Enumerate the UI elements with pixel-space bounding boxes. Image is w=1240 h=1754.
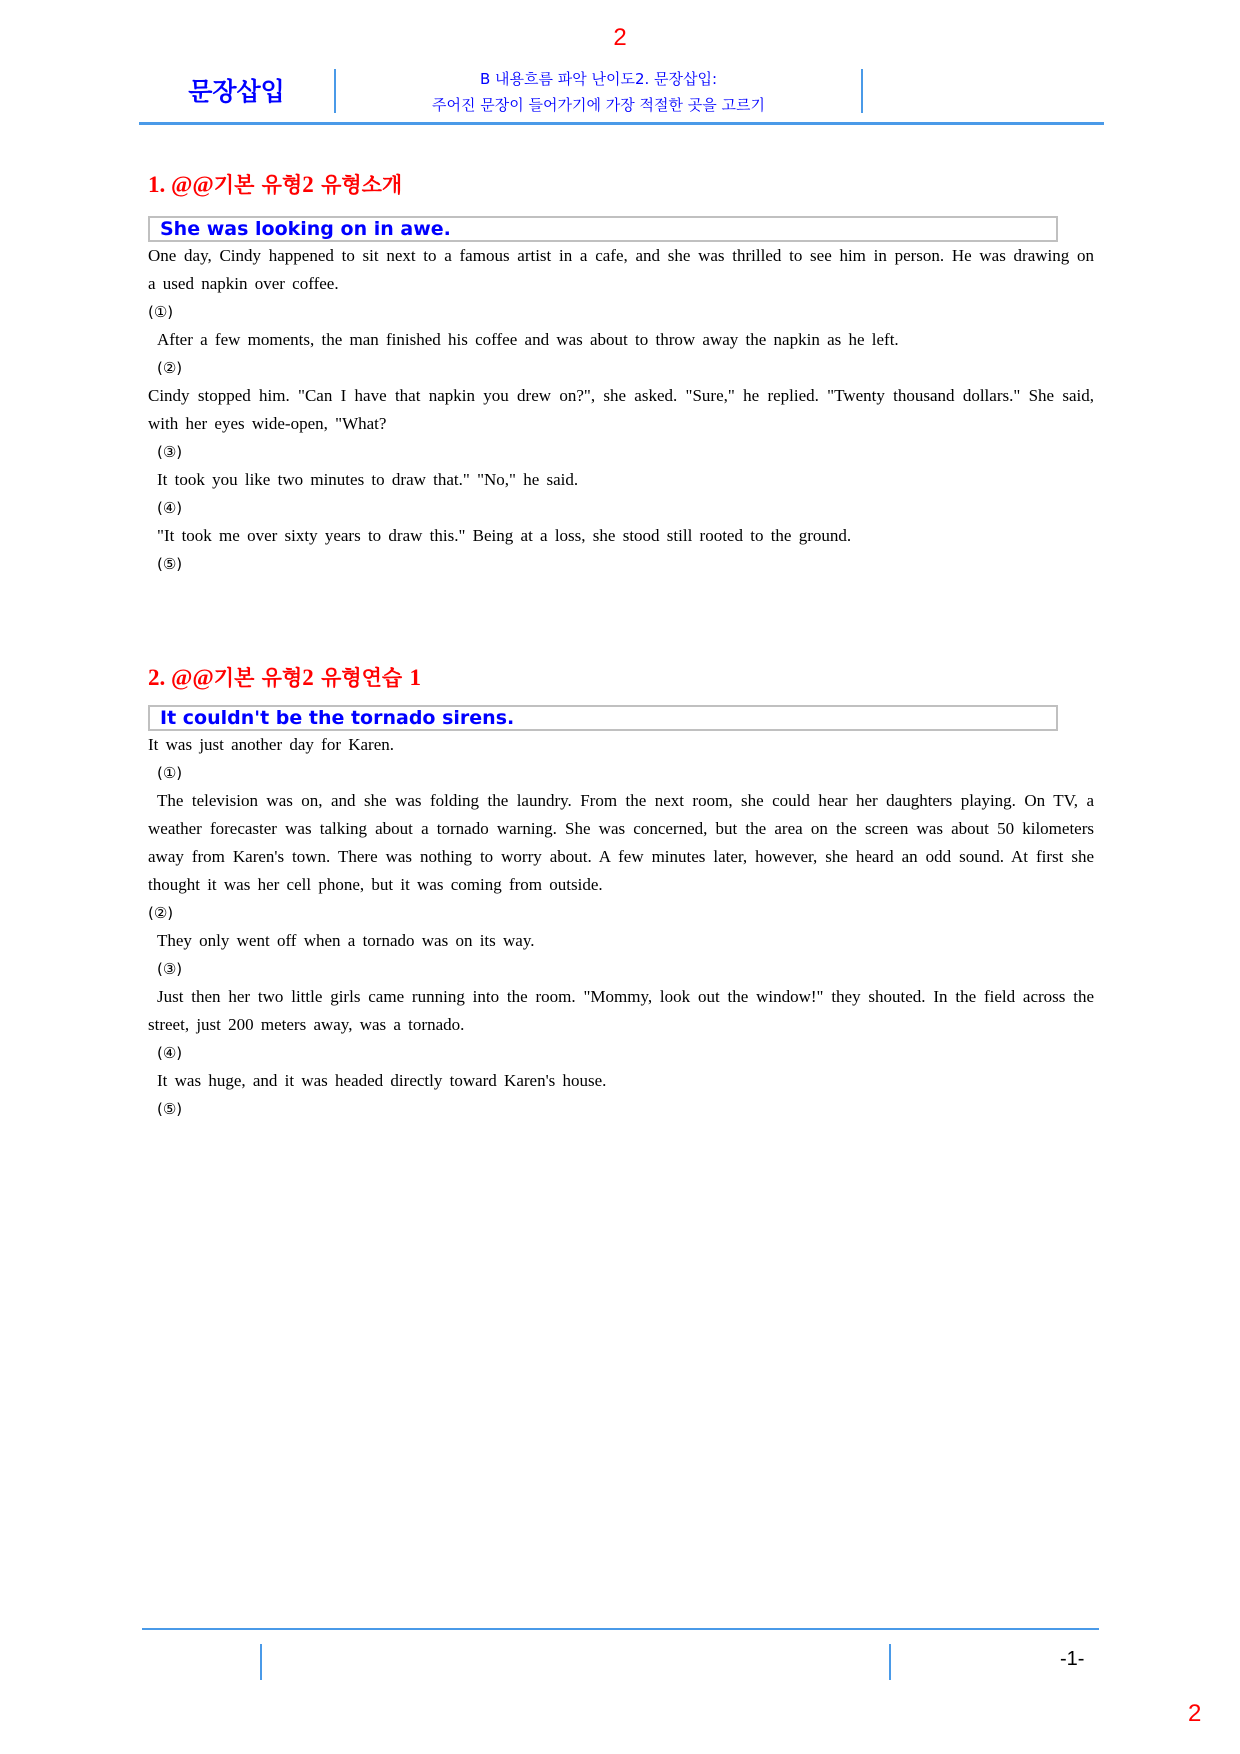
title-part: 유형소개 [313, 173, 403, 197]
page-header [139, 64, 1103, 122]
passage-line: Just then her two little girls came running into the room. "Mommy, look out the window!" they shouted. In the field across the street, just 200 meters away, was a tornado. [148, 987, 1094, 1034]
passage-line: Cindy stopped him. "Can I have that napkin you drew on?", she asked. "Sure," he replied. "Twenty thousand dollars." She said, with her eyes wide-open, "What? [148, 386, 1094, 433]
passage [148, 242, 1094, 578]
page-marker-top: 2 [613, 24, 627, 51]
insertion-marker-1: (①) [148, 303, 174, 321]
passage-line: One day, Cindy happened to sit next to a famous artist in a cafe, and she was thrilled to see him in person. He was drawing on a used napkin over coffee. [148, 246, 1094, 293]
title-part: 기본 유형 [213, 173, 303, 197]
insertion-marker-4: (④) [157, 499, 183, 517]
given-sentence-box: She was looking on in awe. [148, 216, 1058, 242]
title-number: 2 [302, 665, 314, 690]
header-title: 문장삽입 [188, 77, 285, 106]
question-number: 2. [148, 665, 166, 690]
passage-line: It was huge, and it was headed directly toward Karen's house. [157, 1071, 607, 1090]
insertion-marker-5: (⑤) [157, 555, 183, 573]
title-suffix: 1 [409, 665, 422, 690]
insertion-marker-2: (②) [148, 904, 174, 922]
passage-line: It took you like two minutes to draw that." "No," he said. [157, 470, 579, 489]
footer-divider-left [260, 1644, 262, 1680]
header-subtitle-line1: B 내용흐름 파악 난이도2. 문장삽입: [479, 70, 718, 88]
footer-rule [142, 1628, 1099, 1630]
header-rule [139, 122, 1104, 125]
title-number: 2 [302, 172, 314, 197]
passage-line: It was just another day for Karen. [148, 735, 395, 754]
header-divider-right [861, 69, 863, 113]
title-prefix: @@ [171, 665, 214, 690]
question-section-1 [148, 170, 1094, 578]
title-part: 기본 유형 [213, 666, 303, 690]
question-title [148, 170, 1094, 200]
question-title [148, 663, 1094, 693]
page-marker-bottom: 2 [1188, 1700, 1202, 1727]
insertion-marker-5: (⑤) [157, 1100, 183, 1118]
title-prefix: @@ [171, 172, 214, 197]
header-subtitle-line2: 주어진 문장이 들어가기에 가장 적절한 곳을 고르기 [432, 96, 765, 114]
passage [148, 731, 1094, 1123]
passage-line: "It took me over sixty years to draw this." Being at a loss, she stood still rooted to the ground. [157, 526, 852, 545]
passage-line: They only went off when a tornado was on its way. [157, 931, 535, 950]
insertion-marker-4: (④) [157, 1044, 183, 1062]
insertion-marker-1: (①) [157, 764, 183, 782]
footer-divider-right [889, 1644, 891, 1680]
question-number: 1. [148, 172, 166, 197]
insertion-marker-2: (②) [157, 359, 183, 377]
insertion-marker-3: (③) [157, 443, 183, 461]
page-number: -1- [1060, 1648, 1085, 1670]
header-subtitle [336, 66, 861, 118]
question-section-2 [148, 663, 1094, 1123]
title-part: 유형연습 [313, 666, 410, 690]
passage-line: After a few moments, the man finished his coffee and was about to throw away the napkin as he left. [157, 330, 899, 349]
passage-line: The television was on, and she was folding the laundry. From the next room, she could hear her daughters playing. On TV, a weather forecaster was talking about a tornado warning. She was concerned, but the area on the screen was about 50 kilometers away from Karen's town. There was nothing to worry about. A few minutes later, however, she heard an odd sound. At first she thought it was her cell phone, but it was coming from outside. [148, 791, 1094, 894]
insertion-marker-3: (③) [157, 960, 183, 978]
given-sentence-box: It couldn't be the tornado sirens. [148, 705, 1058, 731]
